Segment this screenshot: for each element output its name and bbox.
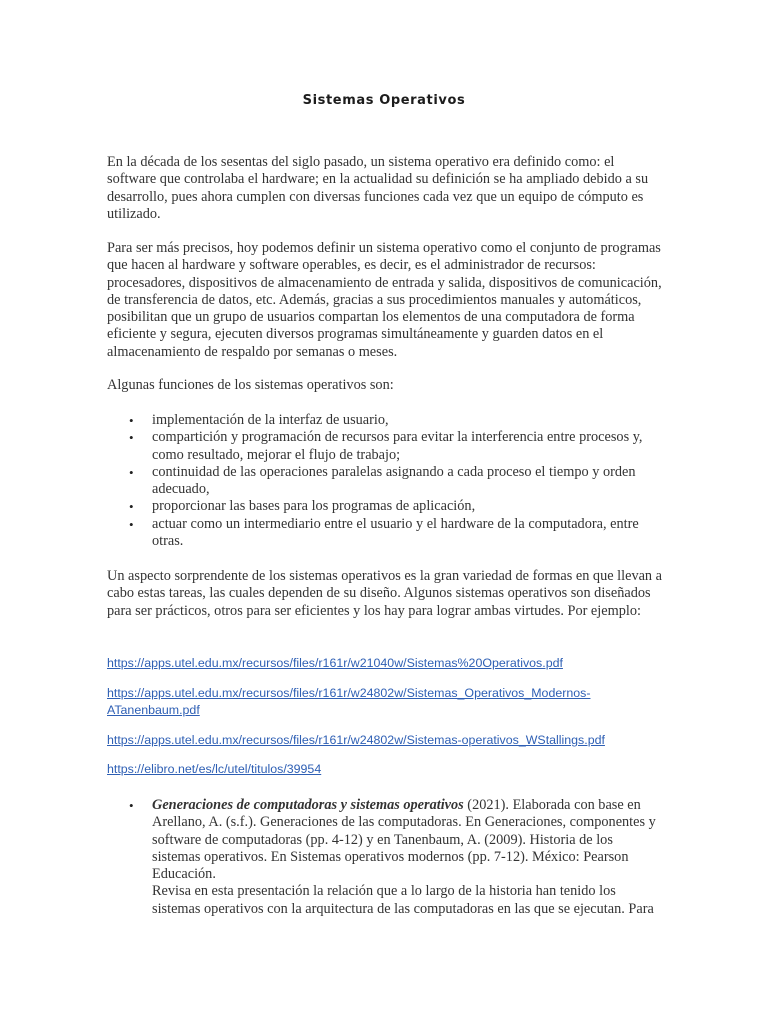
- functions-list: [107, 412, 663, 550]
- page-title: Sistemas Operativos: [302, 93, 466, 108]
- paragraph-functions-intro: Algunas funciones de los sistemas operativos son:: [107, 377, 394, 393]
- list-item-text: compartición y programación de recursos para evitar la interferencia entre procesos y, como resultado, mejorar el flujo de trabajo;: [152, 429, 643, 463]
- list-item: [107, 412, 663, 429]
- link-stallings-pdf[interactable]: https://apps.utel.edu.mx/recursos/files/r161r/w24802w/Sistemas-operativos_WStallings.pdf: [107, 733, 605, 747]
- list-item-text: proporcionar las bases para los programas de aplicación,: [152, 498, 476, 515]
- paragraph-definition: Para ser más precisos, hoy podemos definir un sistema operativo como el conjunto de programas que hacen al hardware y software operables, es decir, es el administrador de recursos: procesadores, dispositivos de almacenamiento de entrada y salida, dispositivos de comunicación, de transferencia de datos, etc. Además, gracias a sus procedimientos manuales y automáticos, posibilitan que un grupo de usuarios compartan los elementos de una computadora de forma eficiente y segura, ejecuten diversos programas simultáneamente y guarden datos en el almacenamiento de respaldo por semanas o meses.: [107, 240, 662, 360]
- bullet-icon: •: [129, 464, 134, 480]
- list-item: [107, 498, 663, 515]
- paragraph-intro: En la década de los sesentas del siglo pasado, un sistema operativo era definido como: el software que controlaba el hardware; en la actualidad su definición se ha ampliado debido a su desarrollo, pues ahora cumplen con diversas funciones cada vez que un equipo de cómputo es utilizado.: [107, 154, 649, 222]
- list-item: [107, 516, 663, 551]
- resource-citation: (2021). Elaborada con base en Arellano, A. (s.f.). Generaciones de las computadoras. En Generaciones, componentes y software de computadoras (pp. 4-12) y en Tanenbaum, A. (2009). Historia de los sistemas operativos. En Sistemas operativos modernos (pp. 7-12). México: Pearson Educación.: [152, 797, 656, 883]
- resource-description: Revisa en esta presentación la relación que a lo largo de la historia han tenido los sistemas operativos con la arquitectura de las computadoras en las que se ejecutan. Para: [152, 883, 654, 917]
- link-elibro[interactable]: https://elibro.net/es/lc/utel/titulos/39954: [107, 762, 322, 776]
- link-tanenbaum-pdf[interactable]: https://apps.utel.edu.mx/recursos/files/r161r/w24802w/Sistemas_Operativos_Modernos-ATanenbaum.pdf: [107, 686, 591, 717]
- bullet-icon: •: [129, 413, 134, 428]
- paragraph-examples: Un aspecto sorprendente de los sistemas operativos es la gran variedad de formas en que llevan a cabo estas tareas, las cuales dependen de su diseño. Algunos sistemas operativos son diseñados para ser prácticos, otros para ser eficientes y los hay para lograr ambas virtudes. Por ejemplo:: [107, 568, 663, 619]
- list-item-text: implementación de la interfaz de usuario,: [152, 412, 389, 428]
- list-item: [107, 464, 663, 499]
- list-item: [107, 429, 663, 464]
- list-item-text: actuar como un intermediario entre el usuario y el hardware de la computadora, entre otras.: [152, 515, 639, 550]
- bullet-icon: •: [129, 499, 134, 515]
- bullet-icon: •: [129, 516, 134, 532]
- resource-title: Generaciones de computadoras y sistemas operativos: [152, 797, 464, 813]
- resources-list: [107, 797, 663, 918]
- link-sistemas-operativos-pdf[interactable]: https://apps.utel.edu.mx/recursos/files/r161r/w21040w/Sistemas%20Operativos.pdf: [107, 656, 563, 670]
- bullet-icon: •: [129, 798, 134, 813]
- list-item-text: continuidad de las operaciones paralelas asignando a cada proceso el tiempo y orden adecuado,: [152, 463, 636, 498]
- bullet-icon: •: [129, 430, 134, 446]
- list-item: [107, 797, 663, 918]
